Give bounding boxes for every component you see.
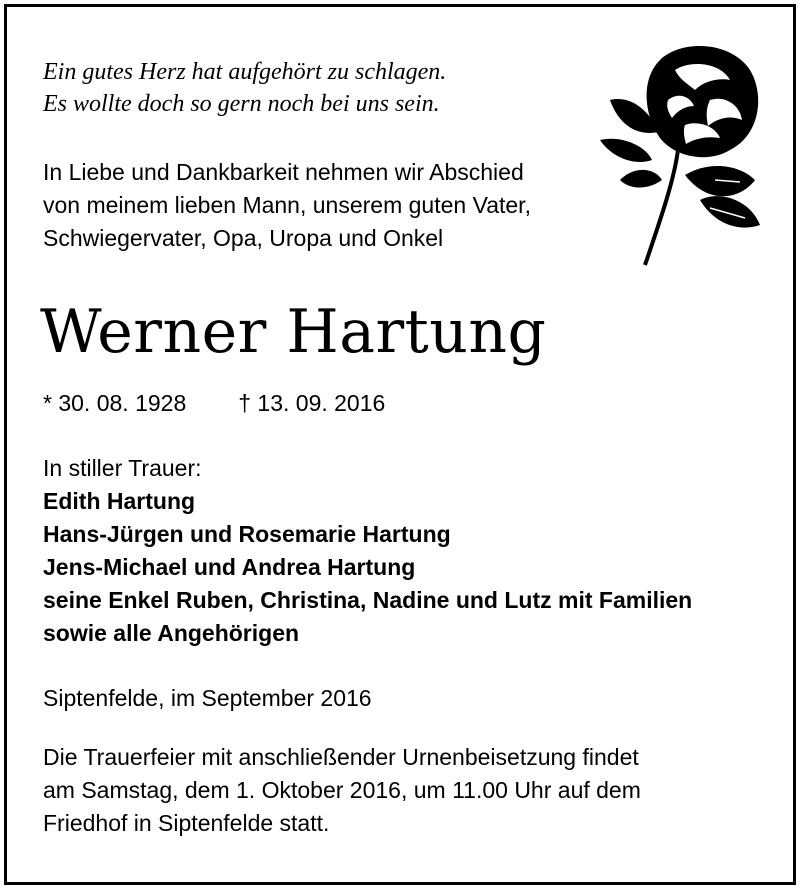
funeral-line-1: Die Trauerfeier mit anschließender Urnenbeisetzung findet (43, 744, 639, 770)
verse-line-2: Es wollte doch so gern noch bei uns sein. (43, 91, 440, 117)
funeral-line-3: Friedhof in Siptenfelde statt. (43, 810, 330, 836)
mourners-block (43, 452, 692, 650)
mourner-line: Hans-Jürgen und Rosemarie Hartung (43, 521, 451, 547)
verse-line-1: Ein gutes Herz hat aufgehört zu schlagen. (43, 59, 447, 85)
deceased-name: Werner Hartung (40, 297, 547, 367)
funeral-info (43, 741, 641, 840)
life-dates (43, 390, 385, 417)
intro-line-3: Schwiegervater, Opa, Uropa und Onkel (43, 225, 444, 251)
death-date: † 13. 09. 2016 (238, 390, 386, 416)
intro-line-2: von meinem lieben Mann, unserem guten Vater, (43, 192, 531, 218)
rose-icon (590, 40, 770, 270)
intro-text (43, 156, 531, 255)
mourner-line: sowie alle Angehörigen (43, 620, 300, 646)
mourner-line: seine Enkel Ruben, Christina, Nadine und Lutz mit Familien (43, 587, 693, 613)
funeral-line-2: am Samstag, dem 1. Oktober 2016, um 11.00 Uhr auf dem (43, 777, 641, 803)
mourner-line: Edith Hartung (43, 488, 196, 514)
verse (43, 56, 446, 120)
mourners-heading: In stiller Trauer: (43, 455, 202, 481)
birth-date: * 30. 08. 1928 (43, 390, 187, 416)
place-and-date: Siptenfelde, im September 2016 (43, 685, 372, 711)
intro-line-1: In Liebe und Dankbarkeit nehmen wir Abschied (43, 159, 524, 185)
mourner-line: Jens-Michael und Andrea Hartung (43, 554, 416, 580)
